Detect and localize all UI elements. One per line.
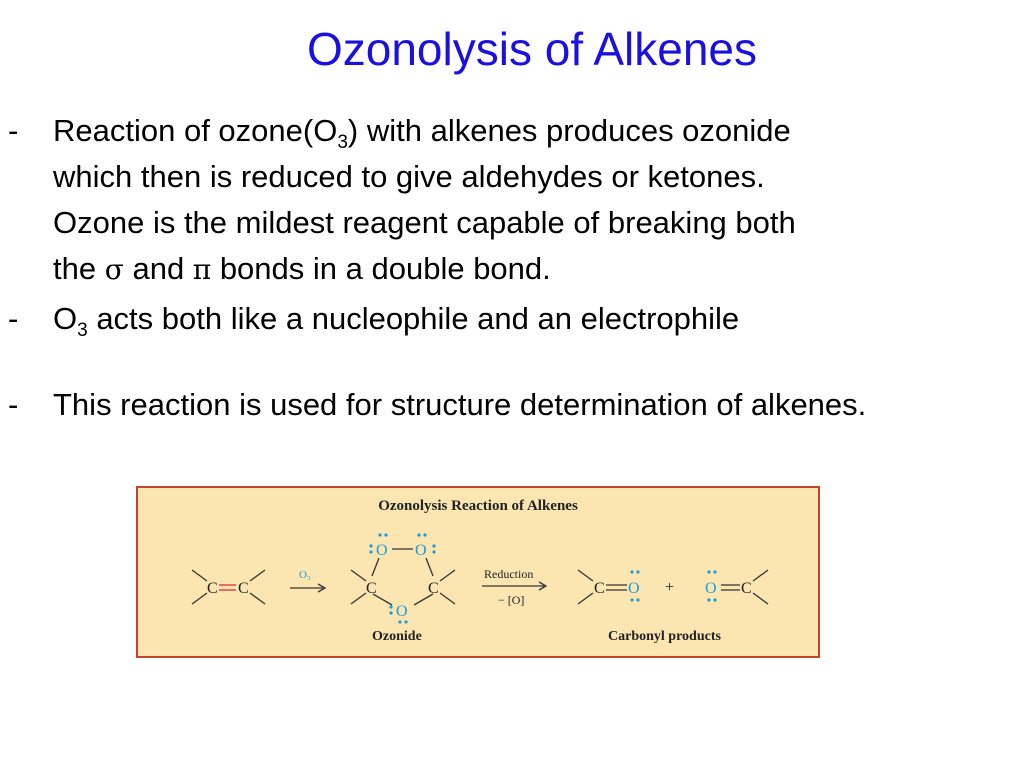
- bullet-line: the σ and π bonds in a double bond.: [53, 251, 551, 286]
- bullet-line: Reaction of $ozone(O_3)$ with alkenes produces ozonide: [53, 113, 791, 153]
- reduction-subtext: − [O]: [498, 593, 525, 607]
- carbonyl-products-label: Carbonyl products: [608, 629, 721, 644]
- bullet-line: This reaction is used for structure determination of alkenes.: [53, 387, 867, 422]
- pi-symbol: π: [192, 253, 212, 286]
- slide-title: Ozonolysis of Alkenes: [306, 23, 757, 75]
- bullet-dash: -: [8, 387, 19, 422]
- alkene-carbon-right: C: [238, 580, 249, 597]
- ozonide-oxygen-bottom: O: [396, 603, 408, 620]
- bullet-line: Ozone is the mildest reagent capable of breaking both: [53, 205, 796, 240]
- ozonide-carbon-left: C: [366, 580, 377, 597]
- alkene-structure: [192, 570, 265, 604]
- reduction-label: Reduction: [484, 567, 534, 581]
- product-oxygen-right: O: [705, 580, 717, 597]
- bullet-dash: -: [8, 301, 19, 336]
- bullet-line: $O_3$ acts both like a nucleophile and an electrophile: [53, 301, 740, 341]
- product-oxygen-left: O: [628, 580, 640, 597]
- reaction-arrow-ozone: [290, 584, 325, 592]
- ozonide-oxygen-right: O: [415, 542, 427, 559]
- bullet-dash: -: [8, 113, 19, 148]
- product-carbon-left: C: [594, 580, 605, 597]
- figure-title: Ozonolysis Reaction of Alkenes: [378, 498, 578, 514]
- reagent-ozone-label: O₃: [299, 569, 311, 581]
- ozonide-oxygen-left: O: [376, 542, 388, 559]
- ozonide-label: Ozonide: [372, 629, 422, 644]
- plus-sign: +: [665, 579, 675, 596]
- product-carbon-right: C: [741, 580, 752, 597]
- ozonolysis-reaction-figure: [136, 486, 820, 658]
- bullet-line: which then is reduced to give aldehydes or ketones.: [53, 159, 765, 194]
- alkene-carbon-left: C: [207, 580, 218, 597]
- reaction-arrow-reduction: [482, 582, 546, 590]
- ozonide-carbon-right: C: [428, 580, 439, 597]
- sigma-symbol: σ: [104, 253, 124, 286]
